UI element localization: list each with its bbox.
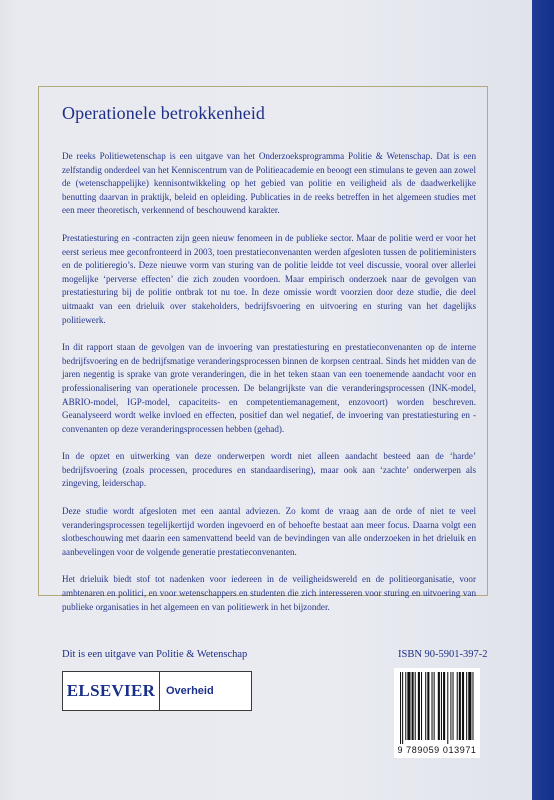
barcode-bar <box>441 672 442 740</box>
blurb-text <box>62 150 476 628</box>
barcode-bar <box>438 672 440 740</box>
barcode-bar <box>450 672 451 740</box>
book-spine <box>532 0 554 800</box>
barcode-bar <box>402 672 403 744</box>
barcode-bar <box>418 672 420 740</box>
barcode-bar <box>459 672 461 740</box>
barcode-bars <box>394 668 480 746</box>
barcode-bar <box>425 672 426 740</box>
barcode-bar <box>472 672 473 740</box>
barcode-bar <box>415 672 416 740</box>
isbn-number: ISBN 90-5901-397-2 <box>398 649 488 660</box>
blurb-paragraph-6: Het drieluik biedt stof tot nadenken voor iedereen in de veiligheidswereld en de politieorganisatie, voor ambtenaren en politici, en voor wetenschappers en studenten die zich interesseren voor sturing en uitvoering van publieke organisaties in het algemeen en van politiewerk in het bijzonder. <box>62 574 476 612</box>
overheid-imprint: Overheid <box>160 671 252 711</box>
barcode-bar <box>432 672 433 740</box>
elsevier-logo: ELSEVIER <box>62 671 160 711</box>
barcode-bar <box>468 672 471 740</box>
barcode-bar <box>434 672 435 740</box>
barcode <box>394 668 480 758</box>
barcode-bar <box>443 672 445 740</box>
barcode-bar <box>447 672 448 744</box>
barcode-bar <box>457 672 458 740</box>
blurb-paragraph-1: De reeks Politiewetenschap is een uitgave van het Onderzoeksprogramma Politie & Wetenschap. Dat is een zelfstandig onderdeel van het Kenniscentrum van de Politieacademie en beoogt een stimulans te geven aan zowel de (wetenschappelijke) kennisontwikkeling op het gebied van politie en veiligheid als de daadwerkelijke benutting daarvan in praktijk, beleid en opleiding. Publicaties in de reeks betreffen in het algemeen studies met een meer theoretisch, verkennend of beschouwend karakter. <box>62 151 476 216</box>
barcode-bar <box>466 672 467 740</box>
publisher-logos <box>62 671 252 711</box>
barcode-bar <box>427 672 429 740</box>
barcode-bar <box>407 672 410 740</box>
barcode-bar <box>453 672 454 740</box>
blurb-paragraph-4: In de opzet en uitwerking van deze onderwerpen wordt niet alleen aandacht besteed aan de ‘harde’ bedrijfsvoering (zoals processen, procedures en standaardisering), maar ook aan ‘zachte’ onderwerpen als zingeving, leiderschap. <box>62 451 476 489</box>
barcode-bar <box>462 672 464 740</box>
barcode-bar <box>412 672 414 740</box>
barcode-bar <box>405 672 406 740</box>
blurb-paragraph-2: Prestatiesturing en -contracten zijn geen nieuw fenomeen in de publieke sector. Maar de politie werd er voor het eerst serieus mee geconfronteerd in 2003, toen prestatieconvenanten werden afgesloten tussen de politieministers en de politieregio’s. Deze nieuwe vorm van sturing van de politie leidde tot veel discussie, vooral over allerlei mogelijke ‘perverse effecten’ die zich zouden voordoen. Maar empirisch onderzoek naar de gevolgen van prestatiesturing bij de politie ontbrak tot nu toe. In deze omissie wordt voorzien door deze studie, die deel uitmaakt van een drieluik over stakeholders, bedrijfsvoering en uitvoering en sturing van het dagelijks politiewerk. <box>62 232 476 325</box>
book-title: Operationele betrokkenheid <box>62 103 266 123</box>
barcode-bar <box>400 672 401 744</box>
publisher-statement: Dit is een uitgave van Politie & Wetenschap <box>62 649 248 660</box>
blurb-paragraph-5: Deze studie wordt afgesloten met een aantal adviezen. Zo komt de vraag aan de orde of niet te veel veranderingsprocessen tegelijkertijd worden ingevoerd en of behoefte bestaat aan meer focus. Daarna volgt een slotbeschouwing met daarin een samenvattend beeld van de bevindingen van alle onderzoeken in het drieluik en aanbevelingen voor de volgende generatie prestatieconvenanten. <box>62 506 476 557</box>
blurb-paragraph-3: In dit rapport staan de gevolgen van de invoering van prestatiesturing en prestatieconvenanten op de interne bedrijfsvoering en de bedrijfsmatige veranderingsprocessen binnen de korpsen centraal. Sinds het midden van de jaren negentig is sprake van grote veranderingen, die in het teken staan van een toenemende aandacht voor en professionalisering van operationele processen. De belangrijkste van die veranderingsprocessen (INK-model, ABRIO-model, IGP-model, capaciteits- en competentiemanagement, enzovoort) worden beschreven. Geanalyseerd wordt welke invloed en effecten, positief dan wel negatief, de invoering van prestatiesturing en -convenanten op deze veranderingsprocessen hebben (gehad). <box>62 342 476 434</box>
barcode-bar <box>421 672 422 740</box>
barcode-number: 9 789059 013971 <box>397 745 477 755</box>
